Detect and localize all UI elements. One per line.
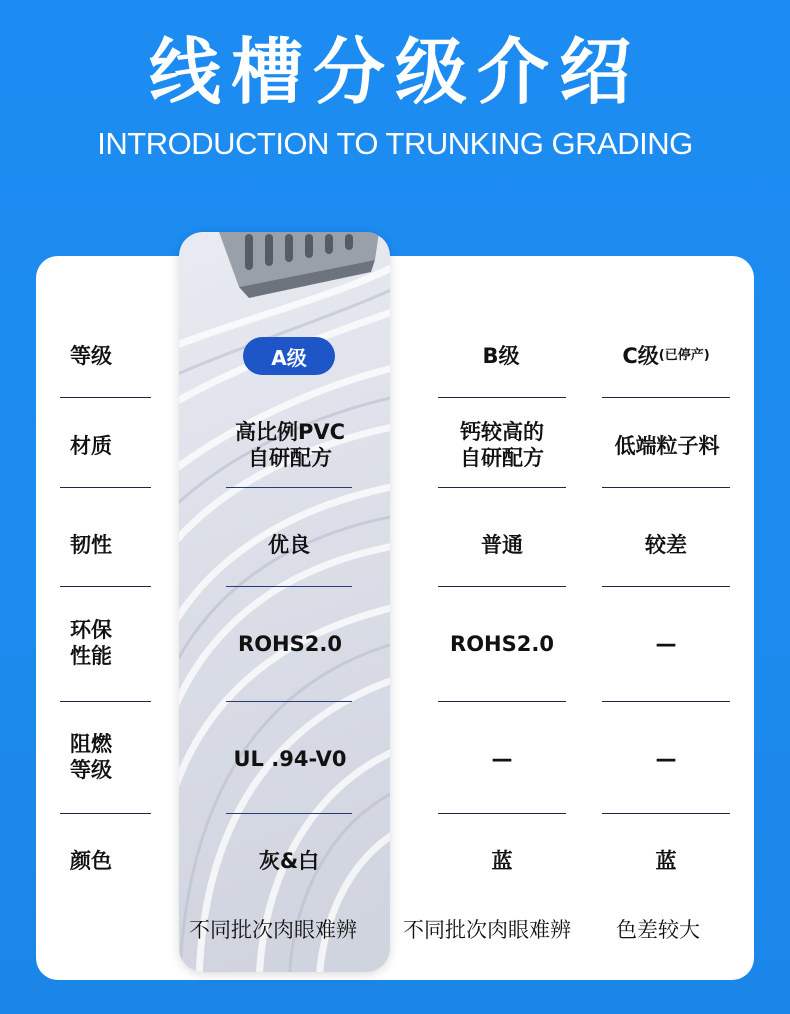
page-subtitle: INTRODUCTION TO TRUNKING GRADING [97,126,693,161]
divider [60,701,151,702]
environmental-a: ROHS2.0 [238,632,342,656]
trunking-product-graphic [219,232,379,298]
divider [60,586,151,587]
env-label-line1: 环保 [70,618,112,642]
divider [226,487,352,488]
divider [60,487,151,488]
divider [438,813,566,814]
color-a: 灰&白 [258,849,320,873]
flame-a: UL .94-V0 [233,747,347,771]
color-b: 蓝 [491,849,513,873]
divider [438,397,566,398]
divider [602,397,730,398]
flame-b: — [491,747,513,771]
material-b-line1: 钙较高的 [460,420,544,444]
divider [438,701,566,702]
material-a-line2: 自研配方 [248,446,332,470]
color-c: 蓝 [655,849,677,873]
grade-c-label [602,337,730,375]
material-a [200,416,380,474]
row-label-grade: 等级 [70,344,112,368]
divider [602,701,730,702]
row-label-environmental [70,617,170,673]
flame-c: — [655,747,677,771]
row-label-color: 颜色 [70,849,112,873]
footer-note-a: 不同批次肉眼难辨 [189,918,357,942]
row-label-flame [70,731,170,787]
footer-note-c: 色差较大 [616,918,700,942]
environmental-b: ROHS2.0 [450,632,554,656]
divider [226,586,352,587]
page-title: 线槽分级介绍 [148,30,641,114]
material-b [430,416,574,474]
toughness-b: 普通 [481,533,523,557]
divider [602,813,730,814]
grade-b-label: B级 [482,344,520,368]
toughness-c: 较差 [645,533,687,557]
divider [60,397,151,398]
material-a-line1: 高比例PVC [234,420,346,444]
footer-note-b: 不同批次肉眼难辨 [403,918,571,942]
divider [438,586,566,587]
divider [438,487,566,488]
divider [602,487,730,488]
divider [602,586,730,587]
row-label-toughness: 韧性 [70,533,112,557]
flame-label-line1: 阻燃 [70,732,112,756]
grade-a-badge: A级 [243,337,335,375]
grade-c-text: C级 [622,344,659,368]
environmental-c: — [655,632,677,656]
material-c: 低端粒子料 [614,434,720,458]
env-label-line2: 性能 [70,644,112,668]
divider [226,813,352,814]
flame-label-line2: 等级 [70,758,112,782]
divider [226,701,352,702]
grade-c-note: (已停产) [658,348,710,363]
divider [60,813,151,814]
material-b-line2: 自研配方 [460,446,544,470]
toughness-a: 优良 [268,533,310,557]
row-label-material: 材质 [70,434,112,458]
